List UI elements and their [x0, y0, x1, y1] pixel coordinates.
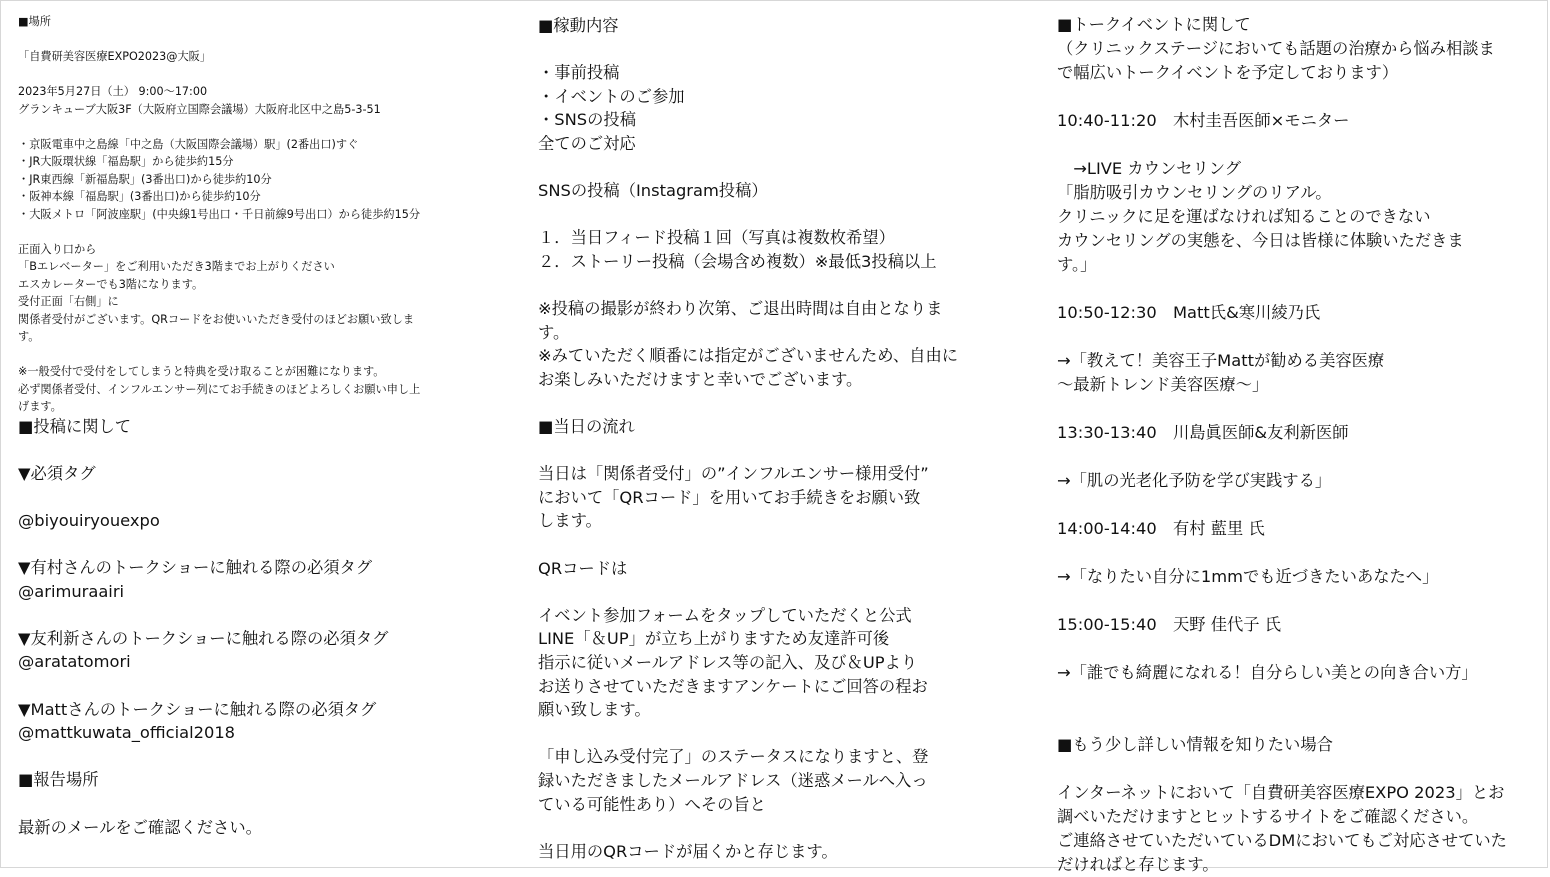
text-line: 「自費研美容医療EXPO2023@大阪」: [18, 50, 212, 63]
posting-info-block: [18, 415, 488, 840]
blank-line: [18, 438, 488, 462]
talk-event-block: [1057, 13, 1537, 877]
text-line: 関係者受付がございます。QRコードをお使いいただき受付のほどお願い致しま: [18, 312, 415, 326]
text-line: @biyouiryouexpo: [18, 510, 160, 530]
text-line: @aratatomori: [18, 652, 131, 672]
text-line: @mattkuwata_official2018: [18, 723, 236, 743]
text-line: において「QRコード」を用いてお手続きをお願い致: [538, 487, 921, 507]
blank-line: [18, 603, 488, 627]
text-line: カウンセリングの実態を、今日は皆様に体験いただきま: [1057, 231, 1464, 250]
blank-line: [538, 533, 993, 557]
activity-info-block: [538, 14, 993, 863]
blank-line: [1057, 757, 1537, 781]
text-line: だければと存じます。: [1057, 855, 1219, 874]
text-line: ■報告場所: [18, 770, 99, 790]
blank-line: [18, 792, 488, 816]
text-line: 当日用のQRコードが届くかと存じます。: [538, 841, 838, 861]
text-line: →「教えて！美容王子Mattが勧める美容医療: [1057, 351, 1385, 370]
text-line: インターネットにおいて「自費研美容医療EXPO 2023」とお: [1057, 783, 1505, 802]
text-line: 〜最新トレンド美容医療〜」: [1057, 375, 1269, 394]
blank-line: [538, 274, 993, 298]
text-line: ※投稿の撮影が終わり次第、ご退出時間は自由となりま: [538, 299, 943, 319]
text-line: ■当日の流れ: [538, 417, 635, 437]
blank-line: [1057, 133, 1537, 157]
text-line: ・JR東西線「新福島駅」(3番出口)から徒歩約10分: [18, 172, 272, 186]
text-line: 願い致します。: [538, 700, 651, 720]
blank-line: [18, 346, 488, 364]
blank-line: [1057, 541, 1537, 565]
text-line: ※みていただく順番には指定がございませんため、自由に: [538, 346, 959, 366]
text-line: ・事前投稿: [538, 63, 620, 83]
text-line: （クリニックステージにおいても話題の治療から悩み相談ま: [1057, 39, 1495, 58]
text-line: ▼必須タグ: [18, 463, 96, 483]
text-line: お楽しみいただけますと幸いでございます。: [538, 369, 863, 389]
text-line: す。」: [1057, 255, 1097, 274]
text-line: 全てのご対応: [538, 133, 636, 153]
text-line: ▼友利新さんのトークショーに触れる際の必須タグ: [18, 628, 389, 648]
text-line: ・京阪電車中之島線「中之島（大阪国際会議場）駅」(2番出口)すぐ: [18, 137, 359, 151]
text-line: グランキューブ大阪3F（大阪府立国際会議場）大阪府北区中之島5-3-51: [18, 102, 381, 116]
blank-line: [538, 816, 993, 840]
column-right: [1057, 13, 1537, 877]
text-line: 10:40-11:20 木村圭吾医師×モニター: [1057, 111, 1350, 130]
blank-line: [1057, 637, 1537, 661]
blank-line: [538, 38, 993, 62]
blank-line: [538, 439, 993, 463]
text-line: →LIVE カウンセリング: [1057, 159, 1242, 178]
blank-line: [538, 580, 993, 604]
text-line: ご連絡させていただいているDMにおいてもご対応させていた: [1057, 831, 1507, 850]
text-line: →「誰でも綺麗になれる！自分らしい美との向き合い方」: [1057, 663, 1478, 682]
text-line: ■投稿に関して: [18, 416, 132, 436]
blank-line: [18, 485, 488, 509]
text-line: →「なりたい自分に1mmでも近づきたいあなたへ」: [1057, 567, 1439, 586]
text-line: ▼Mattさんのトークショーに触れる際の必須タグ: [18, 699, 377, 719]
blank-line: [18, 66, 488, 84]
blank-line: [1057, 493, 1537, 517]
text-line: ■場所: [18, 15, 51, 28]
blank-line: [1057, 685, 1537, 709]
text-line: １．当日フィード投稿１回（写真は複数枚希望）: [538, 228, 895, 248]
text-line: 録いただきましたメールアドレス（迷惑メールへ入っ: [538, 771, 928, 790]
text-line: ２．ストーリー投稿（会場含め複数）※最低3投稿以上: [538, 251, 937, 271]
text-line: 2023年5月27日（土） 9:00〜17:00: [18, 85, 208, 98]
text-line: で幅広いトークイベントを予定しております）: [1057, 63, 1399, 82]
blank-line: [1057, 445, 1537, 469]
text-line: クリニックに足を運ばなければ知ることのできない: [1057, 207, 1431, 226]
text-line: 最新のメールをご確認ください。: [18, 817, 262, 837]
text-line: LINE「＆UP」が立ち上がりますため友達許可後: [538, 629, 890, 649]
text-line: 10:50-12:30 Matt氏&寒川綾乃氏: [1057, 303, 1321, 322]
blank-line: [538, 156, 993, 180]
text-line: 受付正面「右側」に: [18, 295, 119, 308]
blank-line: [18, 223, 488, 241]
text-line: 15:00-15:40 天野 佳代子 氏: [1057, 615, 1282, 634]
blank-line: [1057, 709, 1537, 733]
text-line: 調べいただけますとヒットするサイトをご確認ください。: [1057, 807, 1479, 826]
text-line: ■もう少し詳しい情報を知りたい場合: [1057, 735, 1333, 754]
blank-line: [18, 118, 488, 136]
venue-info-block: [18, 13, 488, 416]
text-line: ▼有村さんのトークショーに触れる際の必須タグ: [18, 558, 373, 578]
blank-line: [1057, 589, 1537, 613]
text-line: 正面入り口から: [18, 242, 97, 256]
blank-line: [538, 392, 993, 416]
blank-line: [1057, 277, 1537, 301]
blank-line: [18, 745, 488, 769]
blank-line: [18, 674, 488, 698]
text-line: 当日は「関係者受付」の”インフルエンサー様用受付”: [538, 464, 929, 484]
text-line: SNSの投稿（Instagram投稿）: [538, 181, 768, 201]
text-line: エスカレーターでも3階になります。: [18, 277, 204, 291]
text-line: ■稼動内容: [538, 16, 619, 35]
blank-line: [18, 532, 488, 556]
text-line: ■トークイベントに関して: [1057, 15, 1251, 34]
text-line: します。: [538, 511, 602, 531]
blank-line: [538, 722, 993, 746]
text-line: ・JR大阪環状線「福島駅」から徒歩約15分: [18, 155, 234, 168]
text-line: イベント参加フォームをタップしていただくと公式: [538, 605, 912, 625]
text-line: お送りさせていただきますアンケートにご回答の程お: [538, 676, 928, 696]
text-line: QRコードは: [538, 558, 628, 578]
text-line: 13:30-13:40 川島眞医師&友利新医師: [1057, 423, 1349, 442]
text-line: 「申し込み受付完了」のステータスになりますと、登: [538, 747, 929, 767]
text-line: ・大阪メトロ「阿波座駅」(中央線1号出口・千日前線9号出口）から徒歩約15分: [18, 207, 421, 221]
text-line: ・イベントのご参加: [538, 86, 685, 106]
text-line: す。: [538, 322, 570, 342]
text-line: ・SNSの投稿: [538, 110, 636, 130]
text-line: →「肌の光老化予防を学び実践する」: [1057, 471, 1332, 490]
text-line: 必ず関係者受付、インフルエンサー列にてお手続きのほどよろしくお願い申し上: [18, 382, 421, 396]
text-line: 14:00-14:40 有村 藍里 氏: [1057, 519, 1265, 538]
text-line: す。: [18, 330, 40, 343]
column-middle: [538, 14, 993, 863]
text-line: ・阪神本線「福島駅」(3番出口)から徒歩約10分: [18, 190, 261, 203]
text-line: ている可能性あり）へその旨と: [538, 794, 766, 814]
text-line: げます。: [18, 400, 62, 413]
blank-line: [18, 31, 488, 49]
text-line: @arimuraairi: [18, 581, 125, 601]
blank-line: [1057, 85, 1537, 109]
blank-line: [538, 203, 993, 227]
blank-line: [1057, 397, 1537, 421]
column-left: [18, 13, 488, 839]
text-line: 「脂肪吸引カウンセリングのリアル。: [1057, 183, 1332, 202]
text-line: 指示に従いメールアドレス等の記入、及び＆UPより: [538, 653, 918, 673]
text-line: 「Bエレベーター」をご利用いただき3階までお上がりください: [18, 260, 335, 273]
blank-line: [1057, 325, 1537, 349]
text-line: ※一般受付で受付をしてしまうと特典を受け取ることが困難になります。: [18, 365, 385, 378]
